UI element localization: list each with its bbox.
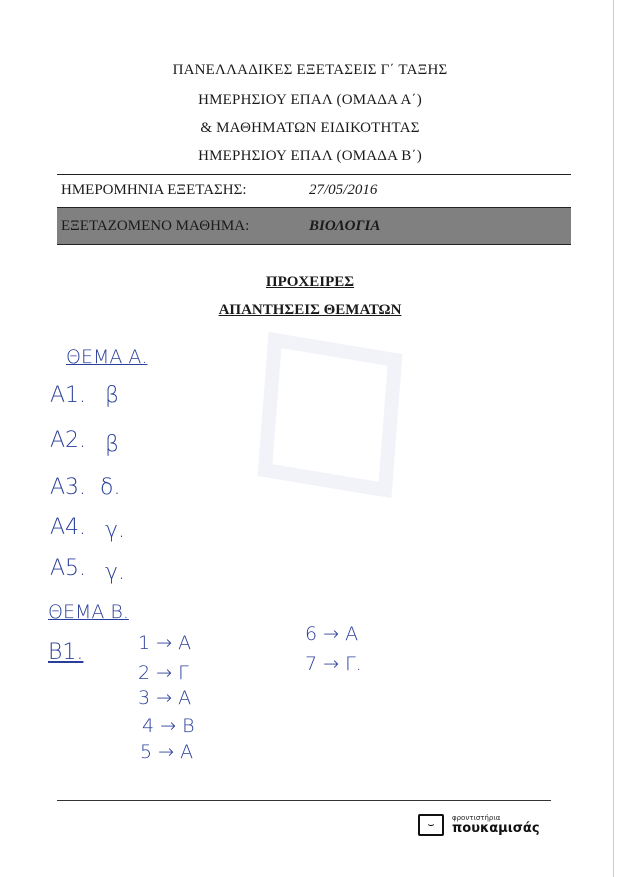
answer-a2-value: β	[105, 432, 120, 457]
smile-box-icon: ⌣	[418, 814, 444, 836]
match-pair-2: 2 → Γ	[138, 662, 189, 684]
title-line-1: ΠΡΟΧΕΙΡΕΣ	[265, 274, 355, 290]
exam-date-label: ΗΜΕΡΟΜΗΝΙΑ ΕΞΕΤΑΣΗΣ:	[61, 181, 247, 198]
exam-subject-value: ΒΙΟΛΟΓΙΑ	[309, 217, 381, 234]
match-pair-5: 5 → Α	[140, 741, 194, 763]
theme-b1-label: Β1.	[48, 640, 84, 665]
watermark-logo	[255, 330, 415, 500]
answer-a3-label: Α3.	[50, 475, 87, 500]
footer-logo	[418, 812, 558, 838]
answer-a3-value: δ.	[100, 475, 121, 500]
answer-a5-label: Α5.	[50, 556, 87, 581]
title-line-2: ΑΠΑΝΤΗΣΕΙΣ ΘΕΜΑΤΩΝ	[218, 302, 402, 318]
match-pair-1: 1 → Α	[138, 632, 192, 654]
exam-date-row	[57, 174, 571, 205]
logo-main-text: πουκαμισάς	[452, 821, 540, 836]
answer-a4-value: γ.	[105, 518, 126, 543]
answer-a1-label: Α1.	[50, 383, 87, 408]
theme-a-heading: ΘΕΜΑ Α.	[66, 346, 148, 368]
header-line-1: ΠΑΝΕΛΛΑΔΙΚΕΣ ΕΞΕΤΑΣΕΙΣ Γ΄ ΤΑΞΗΣ	[172, 62, 448, 78]
header-line-2: ΗΜΕΡΗΣΙΟΥ ΕΠΑΛ (ΟΜΑΔΑ Α΄)	[198, 92, 422, 108]
match-pair-3: 3 → Α	[138, 687, 192, 709]
match-pair-4: 4 → Β	[142, 715, 195, 737]
theme-b-heading: ΘΕΜΑ Β.	[48, 601, 129, 623]
footer-divider	[57, 800, 551, 801]
exam-date-value: 27/05/2016	[309, 181, 378, 198]
header-line-3: & ΜΑΘΗΜΑΤΩΝ ΕΙΔΙΚΟΤΗΤΑΣ	[200, 120, 420, 136]
answer-a2-label: Α2.	[50, 428, 87, 453]
match-pair-7: 7 → Γ.	[305, 653, 362, 675]
exam-subject-row	[57, 207, 571, 245]
answer-a1-value: β	[105, 383, 120, 408]
exam-subject-label: ΕΞΕΤΑΖΟΜΕΝΟ ΜΑΘΗΜΑ:	[61, 217, 250, 234]
answer-a5-value: γ.	[105, 560, 126, 585]
answer-a4-label: Α4.	[50, 515, 87, 540]
header-line-4: ΗΜΕΡΗΣΙΟΥ ΕΠΑΛ (ΟΜΑΔΑ Β΄)	[198, 148, 422, 164]
match-pair-6: 6 → Α	[305, 623, 359, 645]
logo-small-text: φροντιστήρια	[452, 814, 501, 822]
